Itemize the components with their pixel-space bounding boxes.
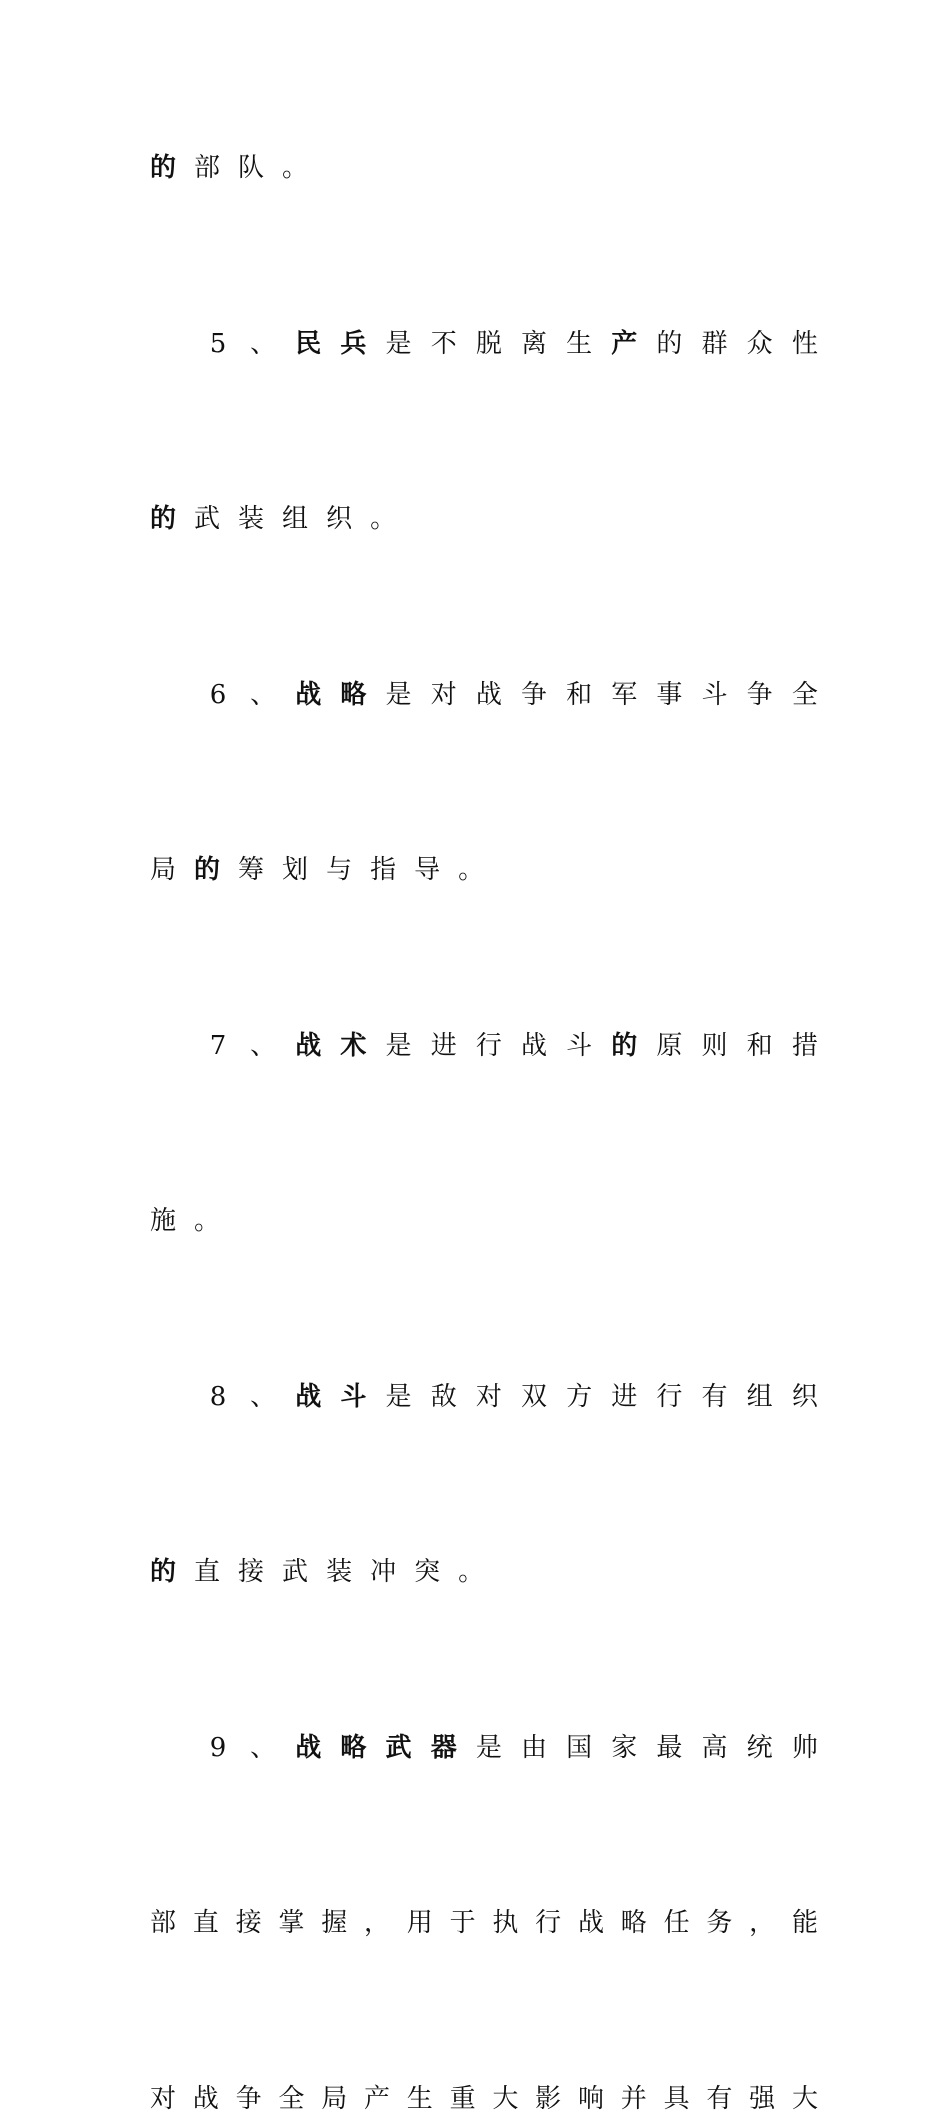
char: 生: [406, 2083, 433, 2114]
char: 脱: [475, 328, 502, 359]
char: 对: [430, 679, 457, 710]
char: 略: [620, 1908, 647, 1938]
text-line-8: [205, 1377, 818, 1417]
char: 群: [701, 328, 728, 359]
char: 用: [406, 1908, 433, 1938]
char: 是: [385, 328, 412, 359]
char: 军: [611, 679, 638, 710]
char: 产: [611, 328, 638, 359]
char: 与: [326, 855, 353, 885]
char: 直: [194, 1557, 221, 1587]
char: 任: [663, 1908, 690, 1938]
char: 武: [282, 1557, 309, 1587]
char: 装: [326, 1557, 353, 1587]
char: 和: [746, 1030, 773, 1061]
text-line-5: [150, 850, 818, 890]
char: ，: [363, 1908, 390, 1938]
char: 、: [250, 1732, 277, 1763]
char: 高: [701, 1732, 728, 1763]
char: 突: [414, 1557, 441, 1587]
char: 兵: [340, 328, 367, 359]
char: 的: [194, 855, 221, 885]
char: 响: [577, 2083, 604, 2114]
char: 部: [194, 153, 221, 183]
char: 划: [282, 855, 309, 885]
char: 握: [321, 1908, 348, 1938]
char: 7: [209, 1030, 227, 1061]
char: 斗: [701, 679, 728, 710]
char: 战: [295, 1732, 322, 1763]
char: 性: [791, 328, 818, 359]
char: 战: [475, 679, 502, 710]
char: 组: [282, 504, 309, 534]
char: 装: [238, 504, 265, 534]
char: 帅: [791, 1732, 818, 1763]
char: 战: [520, 1030, 547, 1061]
char: 方: [566, 1381, 593, 1412]
char: 战: [295, 1030, 322, 1061]
char: 行: [475, 1030, 502, 1061]
text-line-4: [205, 675, 818, 715]
char: 大: [492, 2083, 519, 2114]
char: 行: [535, 1908, 562, 1938]
char: 敌: [430, 1381, 457, 1412]
text-line-11: [150, 1903, 818, 1943]
text-line-6: [205, 1026, 818, 1066]
char: 。: [458, 855, 485, 885]
char: 全: [278, 2083, 305, 2114]
char: 重: [449, 2083, 476, 2114]
char: 。: [282, 153, 309, 183]
char: 民: [295, 328, 322, 359]
char: 的: [656, 328, 683, 359]
char: 织: [791, 1381, 818, 1412]
char: 组: [746, 1381, 773, 1412]
char: 战: [577, 1908, 604, 1938]
char: 执: [492, 1908, 519, 1938]
char: 具: [663, 2083, 690, 2114]
char: 全: [791, 679, 818, 710]
char: 的: [150, 153, 177, 183]
char: 并: [620, 2083, 647, 2114]
char: 双: [520, 1381, 547, 1412]
char: 能: [791, 1908, 818, 1938]
char: 争: [746, 679, 773, 710]
char: 的: [150, 504, 177, 534]
char: 国: [566, 1732, 593, 1763]
char: 接: [235, 1908, 262, 1938]
char: 。: [370, 504, 397, 534]
char: 直: [192, 1908, 219, 1938]
char: 接: [238, 1557, 265, 1587]
char: 、: [250, 679, 277, 710]
char: 和: [566, 679, 593, 710]
char: 原: [656, 1030, 683, 1061]
char: 则: [701, 1030, 728, 1061]
char: 强: [749, 2083, 776, 2114]
char: 掌: [278, 1908, 305, 1938]
char: 术: [340, 1030, 367, 1061]
char: 家: [611, 1732, 638, 1763]
char: 武: [385, 1732, 412, 1763]
char: 指: [370, 855, 397, 885]
char: 有: [701, 1381, 728, 1412]
char: 战: [295, 1381, 322, 1412]
char: 施: [150, 1206, 177, 1236]
char: 。: [458, 1557, 485, 1587]
char: 进: [430, 1030, 457, 1061]
text-line-7: [150, 1201, 818, 1241]
char: 略: [340, 1732, 367, 1763]
char: ，: [749, 1908, 776, 1938]
char: 对: [150, 2083, 177, 2114]
text-line-2: [205, 324, 818, 364]
char: 织: [326, 504, 353, 534]
char: 5: [209, 328, 227, 359]
char: 争: [520, 679, 547, 710]
char: 进: [611, 1381, 638, 1412]
text-line-1: [150, 148, 818, 188]
char: 是: [385, 679, 412, 710]
char: 6: [209, 679, 227, 710]
char: 的: [150, 1557, 177, 1587]
char: 冲: [370, 1557, 397, 1587]
char: 、: [250, 1381, 277, 1412]
char: 众: [746, 328, 773, 359]
char: 局: [150, 855, 177, 885]
char: 筹: [238, 855, 265, 885]
char: 斗: [566, 1030, 593, 1061]
char: 由: [520, 1732, 547, 1763]
char: 离: [520, 328, 547, 359]
char: 措: [791, 1030, 818, 1061]
char: 。: [194, 1206, 221, 1236]
char: 产: [363, 2083, 390, 2114]
char: 对: [475, 1381, 502, 1412]
char: 务: [706, 1908, 733, 1938]
char: 武: [194, 504, 221, 534]
char: 是: [385, 1030, 412, 1061]
char: 、: [250, 1030, 277, 1061]
char: 有: [706, 2083, 733, 2114]
char: 的: [611, 1030, 638, 1061]
char: 是: [475, 1732, 502, 1763]
char: 局: [321, 2083, 348, 2114]
char: 器: [430, 1732, 457, 1763]
char: 9: [209, 1732, 227, 1763]
char: 战: [192, 2083, 219, 2114]
char: 部: [150, 1908, 177, 1938]
char: 斗: [340, 1381, 367, 1412]
text-line-12: [150, 2079, 818, 2119]
char: 导: [414, 855, 441, 885]
char: 略: [340, 679, 367, 710]
char: 8: [209, 1381, 227, 1412]
char: 大: [791, 2083, 818, 2114]
char: 队: [238, 153, 265, 183]
char: 行: [656, 1381, 683, 1412]
char: 生: [566, 328, 593, 359]
char: 事: [656, 679, 683, 710]
char: 争: [235, 2083, 262, 2114]
char: 于: [449, 1908, 476, 1938]
char: 是: [385, 1381, 412, 1412]
char: 统: [746, 1732, 773, 1763]
text-line-3: [150, 499, 818, 539]
text-line-9: [150, 1552, 818, 1592]
char: 影: [535, 2083, 562, 2114]
char: 不: [430, 328, 457, 359]
text-line-10: [205, 1728, 818, 1768]
char: 战: [295, 679, 322, 710]
char: 、: [250, 328, 277, 359]
char: 最: [656, 1732, 683, 1763]
